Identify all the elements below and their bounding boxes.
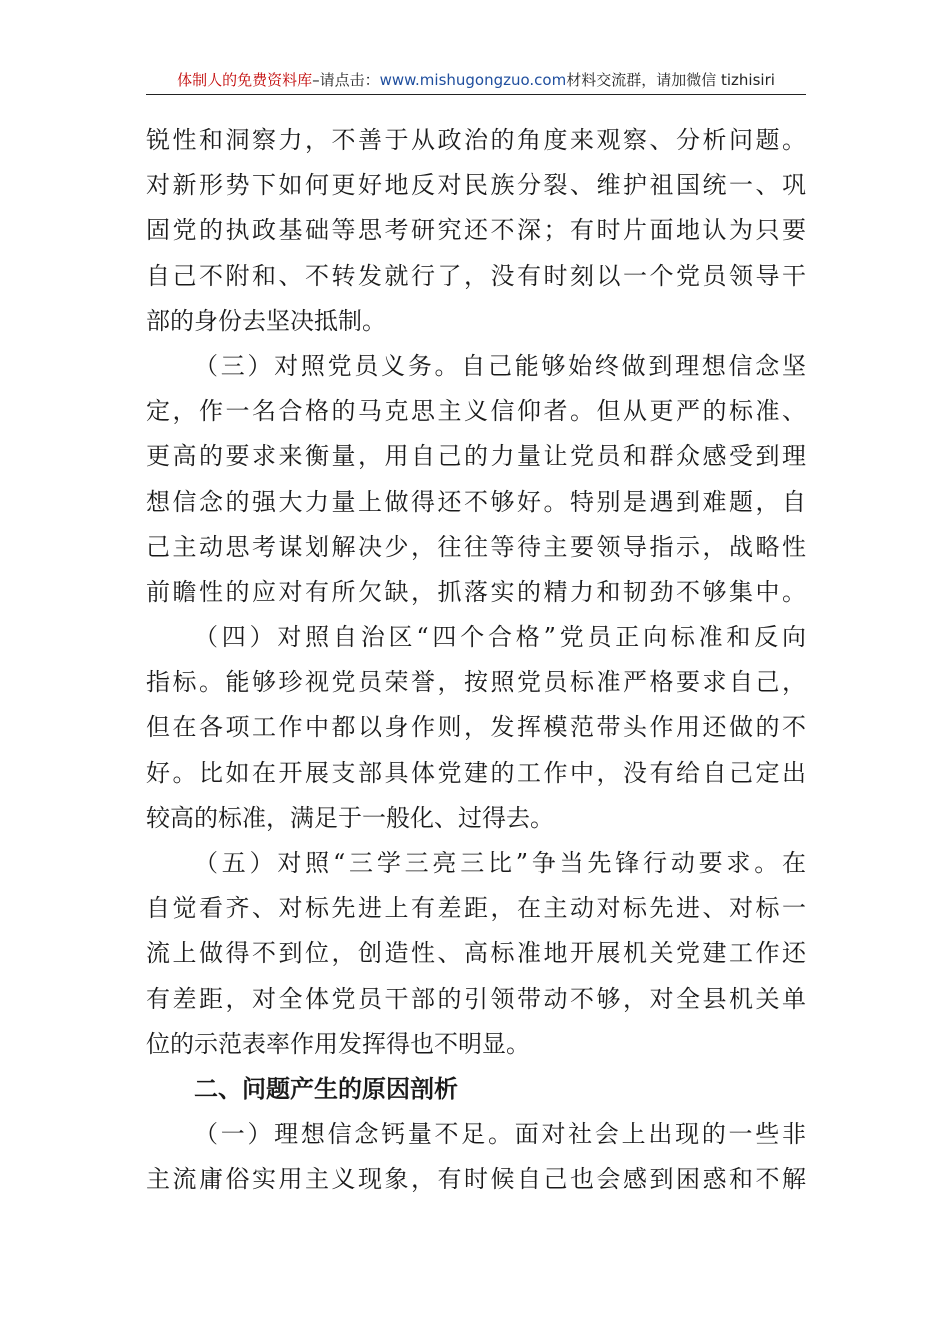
body-line: 锐性和洞察力，不善于从政治的角度来观察、分析问题。 [146,126,806,154]
body-line: 主流庸俗实用主义现象，有时候自己也会感到困惑和不解 [146,1165,806,1194]
body-line: 对新形势下如何更好地反对民族分裂、维护祖国统一、巩 [146,171,806,200]
body-line: 好。比如在开展支部具体党建的工作中，没有给自己定出 [146,758,806,787]
page-header [146,66,806,95]
body-line: 固党的执政基础等思考研究还不深；有时片面地认为只要 [146,216,806,245]
body-line: 但在各项工作中都以身作则，发挥模范带头作用还做的不 [146,713,806,742]
body-line: 指标。能够珍视党员荣誉，按照党员标准严格要求自己， [146,668,806,697]
body-line: 想信念的强大力量上做得还不够好。特别是遇到难题，自 [146,487,806,516]
body-line: 位的示范表率作用发挥得也不明显。 [146,1029,530,1058]
body-line: 自觉看齐、对标先进上有差距，在主动对标先进、对标一 [146,894,806,923]
body-line: 流上做得不到位，创造性、高标准地开展机关党建工作还 [146,939,806,968]
body-line: 较高的标准，满足于一般化、过得去。 [146,803,554,832]
header-brand-link[interactable]: 体制人的免费资料库 [177,71,313,89]
body-line: 有差距，对全体党员干部的引领带动不够，对全县机关单 [146,984,806,1013]
body-line: 定，作一名合格的马克思主义信仰者。但从更严的标准、 [146,397,806,426]
body-line: 更高的要求来衡量，用自己的力量让党员和群众感受到理 [146,442,806,471]
paragraph-start-line: （五）对照“三学三亮三比”争当先锋行动要求。在 [194,849,806,877]
document-body [146,118,806,1203]
header-url-link[interactable]: www.mishugongzuo.com [379,71,567,89]
body-line: 己主动思考谋划解决少，往往等待主要领导指示，战略性 [146,532,806,561]
paragraph-start-line: （一）理想信念钙量不足。面对社会上出现的一些非 [194,1120,806,1149]
section-heading: 二、问题产生的原因剖析 [194,1074,458,1103]
paragraph-start-line: （四）对照自治区“四个合格”党员正向标准和反向 [194,623,806,652]
header-prompt: –请点击： [312,71,380,89]
body-line: 部的身份去坚决抵制。 [146,306,386,335]
paragraph-start-line: （三）对照党员义务。自己能够始终做到理想信念坚 [194,351,806,380]
header-wechat-note: 材料交流群，请加微信 tizhisiri [566,71,775,89]
body-line: 前瞻性的应对有所欠缺，抓落实的精力和韧劲不够集中。 [146,577,806,606]
body-line: 自己不附和、不转发就行了，没有时刻以一个党员领导干 [146,261,806,290]
